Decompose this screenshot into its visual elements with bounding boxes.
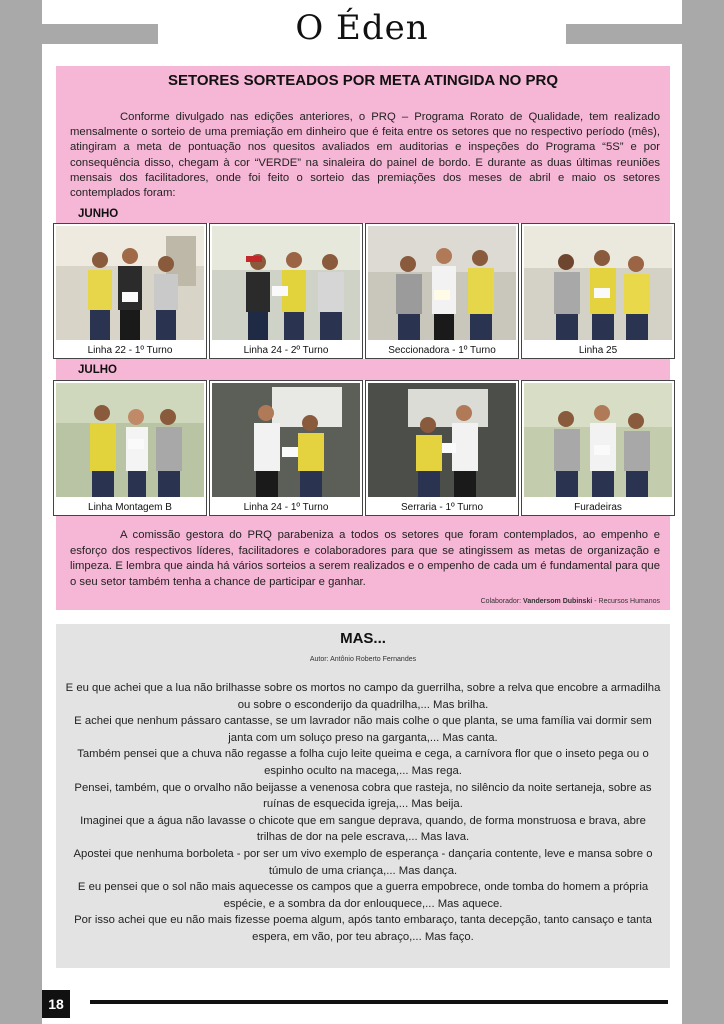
credit-suffix: - Recursos Humanos xyxy=(592,598,660,605)
poem-author: Autor: Antônio Roberto Fernandes xyxy=(309,656,417,663)
team-photo xyxy=(368,383,516,497)
poem-stanza: Apostei que nenhuma borboleta - por ser um vivo exemplo de esperança - dançaria contente, leve e mansa sobre o túmulo de uma criança,... Mas dança. xyxy=(73,847,653,877)
poem-stanza: Imaginei que a água não lavasse o chicote que em sangue deprava, quando, de forma monstruosa e brava, abre trilhas de dor na pele escrava,... Mas lava. xyxy=(80,814,646,844)
photo-caption: Seccionadora - 1º Turno xyxy=(388,345,496,356)
photo-caption: Furadeiras xyxy=(574,502,622,513)
poem-section xyxy=(56,624,670,968)
prq-credit xyxy=(481,598,660,605)
prq-intro: Conforme divulgado nas edições anteriores, o PRQ – Programa Rorato de Qualidade, tem realizado mensalmente o sorteio de uma premiação em dinheiro que é feita entre os setores que no respectivo período (mês), atingiram a meta de pontuação nos quesitos avaliados em auditorias e inspeções do Programa “5S” e por consequência disso, chegam à cor “VERDE” na sinaleira do painel de bordo. E durante as duas últimas reuniões mensais dos facilitadores, onde foi feito o sorteio das premiações dos meses de abril e maio os setores contemplados foram: xyxy=(70,111,660,200)
photo-card xyxy=(521,223,675,359)
team-photo xyxy=(368,226,516,340)
team-photo xyxy=(524,383,672,497)
poem-title: MAS... xyxy=(340,630,386,647)
poem-stanza: E eu que achei que a lua não brilhasse sobre os mortos no campo da guerrilha, sobre a relva que encobre a armadilha ou sobre o esconderijo da quadrilha,... Mas brilha. xyxy=(65,682,661,711)
poem-stanza: E eu pensei que o sol não mais aquecesse os campos que a guerra empobrece, onde tomba do homem a própria espécie, e a sombra da dor enlouquece,... Mas aquece. xyxy=(77,881,649,910)
masthead-title: O Éden xyxy=(295,8,429,48)
team-photo xyxy=(56,383,204,497)
footer-rule xyxy=(90,1000,668,1004)
prq-section xyxy=(56,66,670,610)
team-photo xyxy=(56,226,204,340)
poem-stanza: Também pensei que a chuva não regasse a folha cujo leite queima e cega, a carnívora flor que o inseto pega ou o espinho oculto na macega,... Mas rega. xyxy=(77,748,649,777)
photo-card xyxy=(53,223,207,359)
photo-row-july xyxy=(56,380,670,516)
poem-body xyxy=(64,680,662,946)
team-photo xyxy=(524,226,672,340)
poem-stanza: E achei que nenhum pássaro cantasse, se um lavrador não mais colhe o que planta, se uma família vai dormir sem janta com um soluço preso na garganta,... Mas canta. xyxy=(74,715,652,744)
photo-caption: Linha 24 - 2º Turno xyxy=(243,345,329,356)
photo-card xyxy=(209,380,363,516)
team-photo xyxy=(212,383,360,497)
photo-caption: Serraria - 1º Turno xyxy=(400,502,484,513)
credit-prefix: Colaborador: xyxy=(480,598,524,605)
prq-outro: A comissão gestora do PRQ parabeniza a todos os setores que foram contemplados, ao empenho e esforço dos respectivos líderes, facilitadores e colaboradores para que se atingissem as metas de organização e limpeza. E lembra que ainda há vários sorteios a serem realizados e o empenho de cada um é fundamental para que o seu setor também tenha a chance de participar e ganhar. xyxy=(70,529,660,588)
photo-card xyxy=(521,380,675,516)
photo-card xyxy=(365,223,519,359)
photo-caption: Linha Montagem B xyxy=(88,502,172,513)
prq-title: SETORES SORTEADOS POR META ATINGIDA NO PRQ xyxy=(167,72,559,89)
photo-caption: Linha 24 - 1º Turno xyxy=(243,502,329,513)
photo-row-june xyxy=(56,223,670,359)
photo-caption: Linha 22 - 1º Turno xyxy=(87,345,173,356)
month-label-july: JULHO xyxy=(78,364,117,376)
photo-card xyxy=(53,380,207,516)
photo-card xyxy=(209,223,363,359)
credit-name: Vandersom Dubinski xyxy=(523,598,593,605)
photo-caption: Linha 25 xyxy=(578,345,618,356)
team-photo xyxy=(212,226,360,340)
poem-stanza: Pensei, também, que o orvalho não beijasse a venenosa cobra que rasteja, no silêncio da noite sertaneja, sobre as ruínas de esquecida igreja,... Mas beija. xyxy=(74,781,652,811)
poem-stanza: Por isso achei que eu não mais fizesse poema algum, após tanto embaraço, tanta decepção, tanto cansaço e tanta espera, em vão, por teu abraço,... Mas faço. xyxy=(74,914,652,943)
photo-card xyxy=(365,380,519,516)
page-number: 18 xyxy=(42,990,70,1018)
month-label-june: JUNHO xyxy=(78,208,119,220)
